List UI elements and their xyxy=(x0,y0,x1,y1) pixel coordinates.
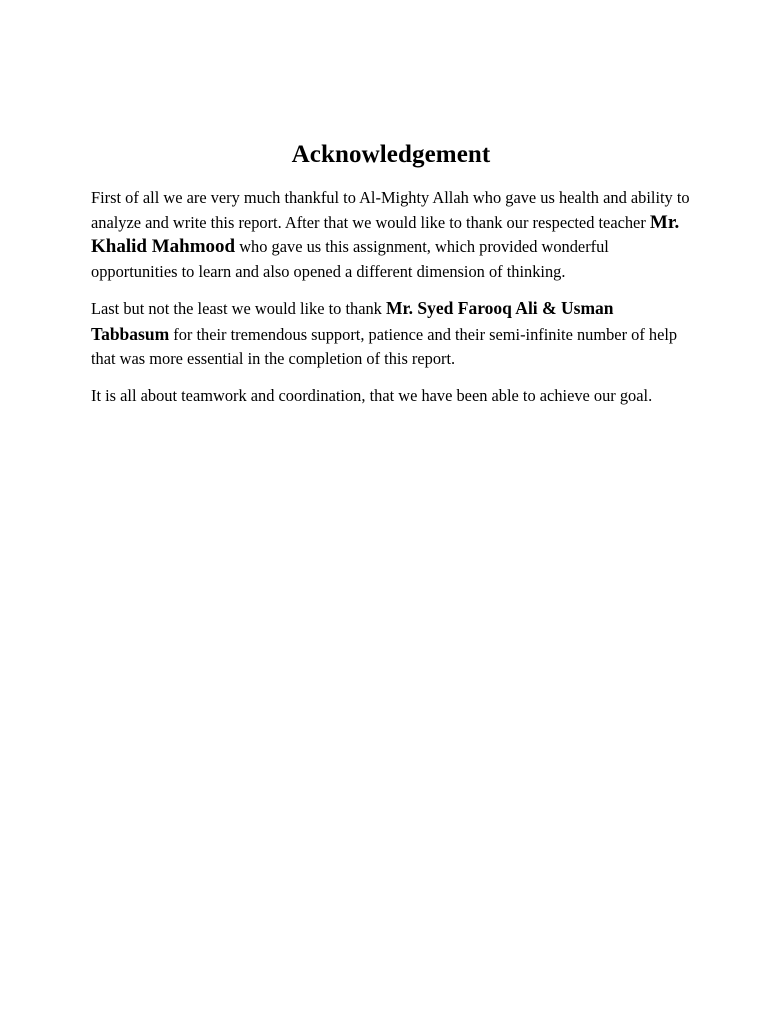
document-content xyxy=(91,138,691,420)
paragraph1-text-a: First of all we are very much thankful to Al-Mighty Allah who gave us health and ability to analyze and write this report. After that we would like to thank our respected teacher xyxy=(91,188,690,232)
teacher-name: Mr. Khalid Mahmood xyxy=(91,211,680,257)
paragraph2-text-b: for their tremendous support, patience and their semi-infinite number of help that was more essential in the completion of this report. xyxy=(91,324,678,368)
paragraph2-text-a: Last but not the least we would like to thank xyxy=(91,299,386,318)
paragraph-thanks-helpers xyxy=(91,296,691,372)
paragraph-teamwork: It is all about teamwork and coordination, that we have been able to achieve our goal. xyxy=(91,385,653,405)
page-title: Acknowledgement xyxy=(291,141,491,168)
paragraph1-text-b: who gave us this assignment, which provided wonderful opportunities to learn and also opened a different dimension of thinking. xyxy=(91,237,609,281)
paragraph-thanks-teacher xyxy=(91,186,691,284)
helpers-name: Mr. Syed Farooq Ali & Usman Tabbasum xyxy=(91,298,614,344)
